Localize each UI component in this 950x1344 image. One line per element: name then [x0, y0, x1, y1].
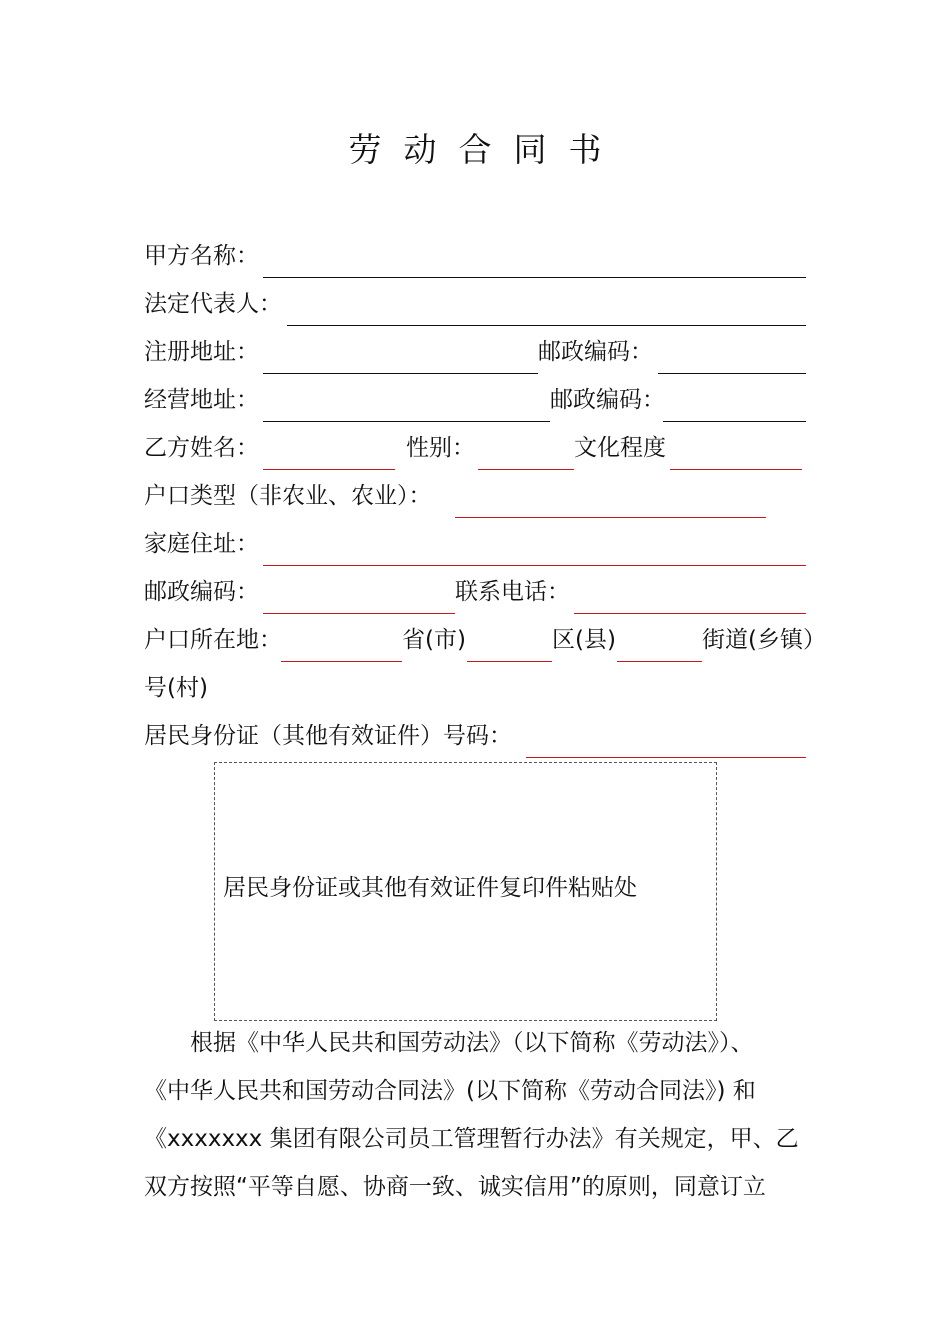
province-field[interactable] [281, 661, 402, 662]
gender-label: 性别： [406, 435, 475, 461]
street-label: 街道(乡镇） [702, 627, 826, 653]
party-b-name-label: 乙方姓名： [144, 435, 259, 461]
gender-field[interactable] [478, 469, 574, 470]
representative-label: 法定代表人： [144, 291, 282, 317]
biz-postcode-field[interactable] [663, 421, 806, 422]
number-label: 号(村) [144, 675, 208, 701]
education-label: 文化程度 [574, 435, 666, 461]
education-field[interactable] [670, 469, 802, 470]
id-field[interactable] [526, 757, 806, 758]
body-line-1: 根据《中华人民共和国劳动法》（以下简称《劳动法》）、 [190, 1030, 754, 1056]
home-address-field[interactable] [263, 565, 806, 566]
reg-address-field[interactable] [263, 373, 538, 374]
postcode-label: 邮政编码： [144, 579, 259, 605]
hukou-type-field[interactable] [455, 517, 766, 518]
hukou-type-label: 户口类型（非农业、农业）： [144, 483, 432, 509]
id-label: 居民身份证（其他有效证件）号码： [144, 723, 512, 749]
province-label: 省(市) [402, 627, 466, 653]
page-title: 劳动合同书 [348, 130, 624, 169]
postcode-field[interactable] [263, 613, 455, 614]
body-line-4: 双方按照“平等自愿、协商一致、诚实信用”的原则，同意订立 [144, 1174, 766, 1200]
district-field[interactable] [467, 661, 552, 662]
party-a-name-field[interactable] [263, 277, 806, 278]
biz-address-field[interactable] [263, 421, 550, 422]
id-copy-box-label: 居民身份证或其他有效证件复印件粘贴处 [223, 875, 637, 901]
home-address-label: 家庭住址： [144, 531, 259, 557]
body-line-2: 《中华人民共和国劳动合同法》(以下简称《劳动合同法》) 和 [144, 1078, 756, 1104]
reg-postcode-label: 邮政编码： [538, 339, 653, 365]
phone-label: 联系电话： [455, 579, 570, 605]
reg-postcode-field[interactable] [658, 373, 806, 374]
party-b-name-field[interactable] [263, 469, 395, 470]
biz-postcode-label: 邮政编码： [550, 387, 665, 413]
reg-address-label: 注册地址： [144, 339, 259, 365]
phone-field[interactable] [574, 613, 806, 614]
body-line-3: 《xxxxxxx 集团有限公司员工管理暂行办法》有关规定，甲、乙 [144, 1126, 799, 1152]
party-a-name-label: 甲方名称： [144, 243, 259, 269]
district-label: 区(县) [552, 627, 616, 653]
biz-address-label: 经营地址： [144, 387, 259, 413]
street-field[interactable] [617, 661, 702, 662]
hukou-location-label: 户口所在地： [144, 627, 282, 653]
representative-field[interactable] [287, 325, 806, 326]
